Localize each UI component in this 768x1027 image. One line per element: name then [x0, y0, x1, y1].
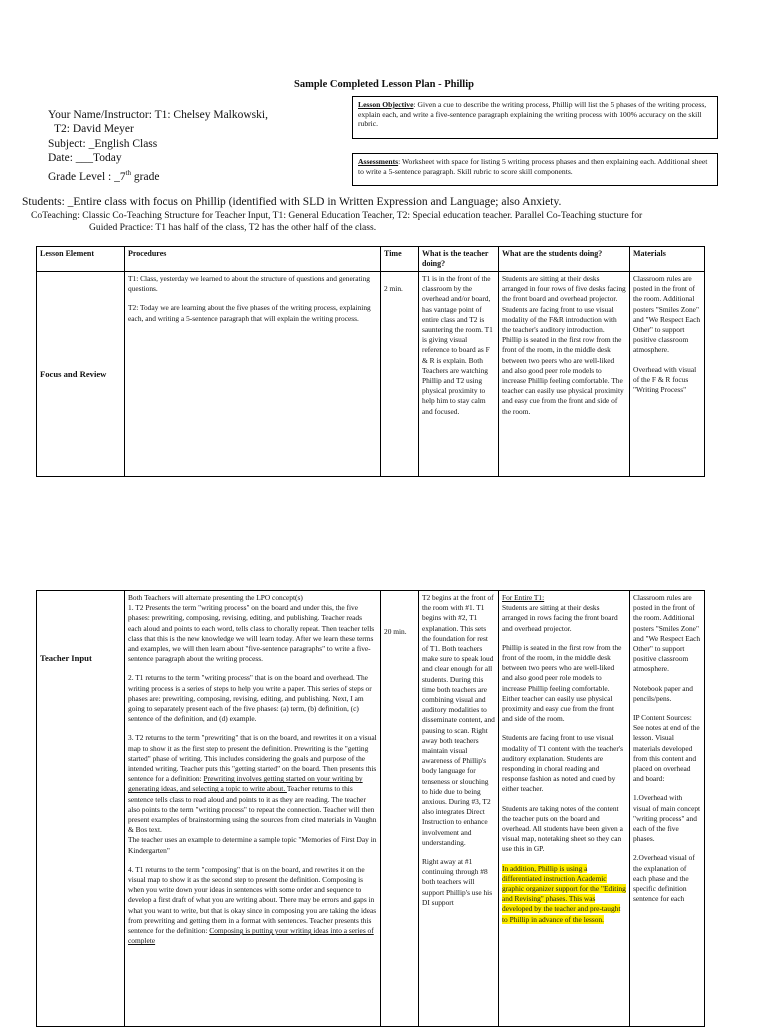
- instructor-info: [48, 108, 268, 184]
- students-cell: Students are sitting at their desks arranged in four rows of five desks facing the front board and overhead projector. Students are facing front to use visual modality of the F&R introduction with the teacher's auditory introduction. Phillip is seated in the first row from the front of the room, in the middle desk between two peers who are well-liked and also good peer role models to increase Phillip feeling comfortable. The teacher can easily use physical proximity and easy cue from the front and side of the room.: [499, 272, 630, 477]
- table-row: [37, 272, 705, 477]
- assessments-box: [352, 153, 718, 186]
- objective-text: : Given a cue to describe the writing process, Phillip will list the 5 phases of the writing process, explain each, and write a five-sentence paragraph explaining the writing process with 100% accuracy on the skill rubric.: [358, 100, 707, 129]
- teacher-cell: T2 begins at the front of the room with #1. T1 begins with #2, T1 explanation. This sets the foundation for rest of T1. Both teachers make sure to speak loud and clear enough for all students. During this time both teachers are combining visual and auditory modalities to disseminate content, and pausing to scan. Right away both teachers maintain visual awareness of Phillip's body language for tenseness or slouching to hide due to being anxious. During #3, T2 also integrates Direct Instruction to enhance involvement and understanding. Right away at #1 continuing through #8 both teachers will support Phillip's use his DI support: [419, 591, 499, 1027]
- header-students-doing: What are the students doing?: [499, 247, 630, 272]
- table-header-row: [37, 247, 705, 272]
- assessments-label: Assessments: [358, 157, 399, 166]
- co-instructor-line: T2: David Meyer: [54, 123, 134, 136]
- lesson-table-teacher-input: [36, 590, 705, 1027]
- page-title: Sample Completed Lesson Plan - Phillip: [294, 79, 474, 90]
- instructor-line: Your Name/Instructor: T1: Chelsey Malkowski,: [48, 109, 268, 121]
- materials-cell: Classroom rules are posted in the front of the room. Additional posters "Smiles Zone" and "We Respect Each Other" to support positive classroom atmosphere. Notebook paper and pencils/pens. IP Content Sources: See notes at end of the lesson. Visual materials developed from this content and placed on overhead and board: 1.Overhead with visual of main concept "writing process" and each of the five phases. 2.Overhead visual of the explanation of each phase and the specific definition sentence for each: [630, 591, 705, 1027]
- coteaching-line-2: Guided Practice: T1 has half of the class, T2 has the other half of the class.: [89, 222, 377, 234]
- header-procedures: Procedures: [125, 247, 381, 272]
- element-teacher-input: Teacher Input: [37, 591, 125, 1027]
- teacher-cell: T1 is in the front of the classroom by the overhead and/or board, has vantage point of entire class and T2 is sauntering the room. T1 is giving visual reference to board as F & R is explain. Both Teachers are watching Phillip and T2 using physical proximity to help him to stay calm and focused.: [419, 272, 499, 477]
- header-materials: Materials: [630, 247, 705, 272]
- students-line: Students: _Entire class with focus on Phillip (identified with SLD in Written Expression and Language; also Anxiety.: [22, 196, 562, 208]
- procedures-cell: T1: Class, yesterday we learned to about the structure of questions and generating questions. T2: Today we are learning about the five phases of the writing process, explaining each, and writing a 5-sentence paragraph that will explain the writing process.: [125, 272, 381, 477]
- table-row: [37, 591, 705, 1027]
- header-time: Time: [381, 247, 419, 272]
- highlighted-note: In addition, Phillip is using a differentiated instruction Academic graphic organizer support for the "Editing and Revising" phases. This was developed by the teacher and pre-taught to Phillip in advance of the lesson.: [502, 863, 626, 924]
- lesson-table-focus: [36, 246, 705, 477]
- date-line: Date: ___Today: [48, 152, 122, 165]
- students-cell: For Entire T1: Students are sitting at their desks arranged in rows facing the front board and overhead projector. Phillip is seated in the first row from the front of the room, in the middle desk between two peers who are well-liked and also good peer role models to increase Phillip feeling comfortable. Either teacher can easily use physical proximity and easy cue from the front and side of the room. Students are facing front to use visual modality of T1 content with the teacher's auditory explanation. Students are responding in choral reading and response fashion as noted and cued by either teacher. Students are taking notes of the content the teacher puts on the board and overhead. All students have been given a visual map, notetaking sheet so they can use this in GP. In addition, Phillip is using a differentiated instruction Academic graphic organizer support for the "Editing and Revising" phases. This was developed by the teacher and pre-taught to Phillip in advance of the lesson.: [499, 591, 630, 1027]
- time-cell: 2 min.: [381, 272, 419, 477]
- objective-box: [352, 96, 718, 139]
- assessments-text: : Worksheet with space for listing 5 writing process phases and then explaining each. Additional sheet to write a 5-sentence paragraph. Skill rubric to score skill components.: [358, 157, 708, 176]
- element-focus-review: Focus and Review: [37, 272, 125, 477]
- coteaching-line-1: CoTeaching: Classic Co-Teaching Structure for Teacher Input, T1: General Education Teacher, T2: Special education teacher. Parallel Co-Teaching stucture for: [31, 210, 643, 221]
- procedures-cell: Both Teachers will alternate presenting the LPO concept(s) 1. T2 Presents the term "writing process" on the board and under this, the five phases: prewriting, composing, revising, editing, and publishing. Teacher reads each aloud and points to each word, tells class to chorally repeat. Then teacher tells class that this is the new knowledge we will learn today. After we learn these terms and examples, we will then learn about "five-sentence paragraphs" to write a five-sentence paragraph about the writing process. 2. T1 returns to the term "writing process" that is on the board and overhead. The writing process is a series of steps to help you write a paper. This series of steps or phases are: prewriting, composing, revising, editing, and publishing. Next, I am going to separately present each of the five phases: (a) term, (b) definition, (c) sentence of the definition, and (d) example. 3. T2 returns to the term "prewriting" that is on the board, and rewrites it on a visual map to show it as the first step to present the definition. Prewriting is the "getting started" phase of writing. This includes considering the goals and purpose of the intended writing. Teacher puts this "getting started" on the board. Then presents this sentence for a definition: Prewriting involves getting started on your writing by generating ideas, and selecting a topic to write about. Teacher returns to this sentence tells class to read aloud and points to it as they are reading. The teacher also points to the term "writing process" to repeat the connection. Teacher will then present examples of brainstorming using the sources from cited materials in Vaughn & Bos text. The teacher uses an example to determine a sample topic "Memories of First Day in Kindergarten" 4. T1 returns to the term "composing" that is on the board, and rewrites it on the visual map to show it as the second step to present the definition. Composing is when you write down your ideas in sentences with some order and sequence to develop a first draft of what you are writing about. There may be errors and gaps in what you want to write, but that is okay since in composing you are taking the ideas from prewriting and getting them in a format with sentences. Teacher presents this sentence for the definition: Composing is putting your writing ideas into a series of complete: [125, 591, 381, 1027]
- subject-line: Subject: _English Class: [48, 137, 158, 150]
- materials-cell: Classroom rules are posted in the front of the room. Additional posters "Smiles Zone" and "We Respect Each Other" to support positive classroom atmosphere. Overhead with visual of the F & R focus "Writing Process": [630, 272, 705, 477]
- grade-line: Grade Level : _7th grade: [48, 168, 160, 183]
- header-lesson-element: Lesson Element: [37, 247, 125, 272]
- time-cell: 20 min.: [381, 591, 419, 1027]
- header-teacher-doing: What is the teacher doing?: [419, 247, 499, 272]
- coteaching-description: [31, 210, 736, 235]
- objective-label: Lesson Objective: [358, 100, 414, 109]
